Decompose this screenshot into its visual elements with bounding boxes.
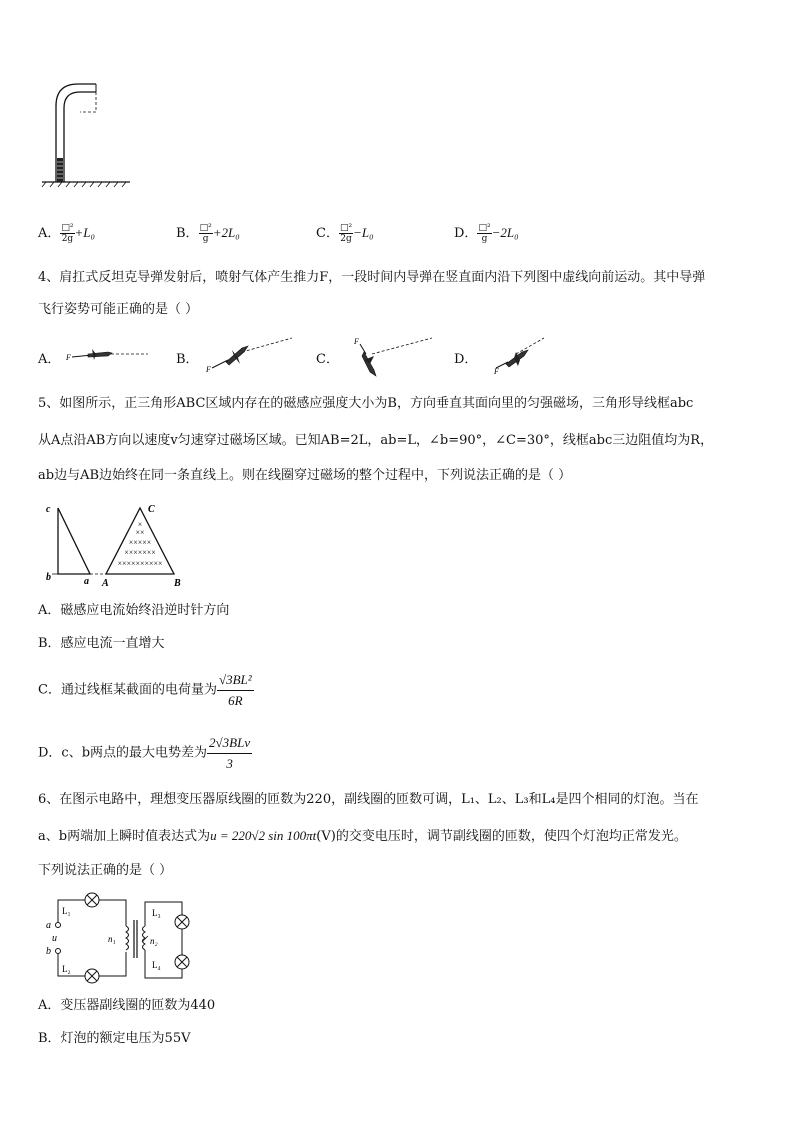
label-u: u xyxy=(52,933,57,944)
q4-option-d[interactable]: D． xyxy=(454,352,478,367)
force-label: F xyxy=(206,365,211,374)
label-C: C xyxy=(148,504,155,515)
fraction: $\frac{\text{□²}}{2g}$ xyxy=(61,223,74,244)
force-label: F xyxy=(354,337,359,346)
label-L2: L₂ xyxy=(62,964,71,974)
q3-option-b[interactable]: B． $\frac{\text{□²}}{g}$ +2L₀ xyxy=(176,223,240,244)
bent-tube-figure xyxy=(38,78,148,188)
q4-option-b[interactable]: B． xyxy=(176,352,199,367)
field-row: ×××××××××× xyxy=(117,559,163,568)
q6-option-b[interactable]: B．灯泡的额定电压为55V xyxy=(38,1031,191,1046)
label-A: A xyxy=(102,578,109,589)
missile-figure-c xyxy=(342,334,432,378)
q6-stem-line3: 下列说法正确的是（ ） xyxy=(38,863,173,878)
label-B: B xyxy=(174,578,181,589)
fraction: $\frac{\text{□²}}{g}$ xyxy=(478,223,491,244)
q4-stem-line2: 飞行姿势可能正确的是（ ） xyxy=(38,302,199,317)
field-row: × xyxy=(137,520,143,529)
q5-stem-line2: 从A点沿AB方向以速度v匀速穿过磁场区域。已知AB=2L，ab=L，∠b=90°，∠C=30°，线框abc三边阻值均为R， xyxy=(38,433,714,448)
fraction: $\frac{\text{□²}}{2g}$ xyxy=(339,223,353,244)
q3-option-d[interactable]: D． $\frac{\text{□²}}{g}$ −2L₀ xyxy=(454,223,519,244)
magnetic-field-figure xyxy=(40,500,200,590)
q4-stem-line1: 4、肩扛式反坦克导弹发射后，喷射气体产生推力F，一段时间内导弹在竖直面内沿下列图中虚线向前运动。其中导弹 xyxy=(38,270,706,285)
q5-option-d[interactable]: D．c、b两点的最大电势差为 $\frac{\text{2√3BLv}}{3}$ xyxy=(38,733,252,774)
label-a: a xyxy=(84,576,89,587)
q3-option-c[interactable]: C． $\frac{\text{□²}}{2g}$ −L₀ xyxy=(316,223,374,244)
field-row: ××××××× xyxy=(124,548,156,557)
q5-option-b[interactable]: B．感应电流一直增大 xyxy=(38,636,165,651)
label-L3: L₃ xyxy=(152,908,161,918)
force-label: F xyxy=(494,367,499,376)
fraction: $\frac{\text{√3BL²}}{6R}$ xyxy=(218,672,252,708)
field-row: ×× xyxy=(135,528,145,537)
q6-stem-line2: a、b两端加上瞬时值表达式为u = 220√2 sin 100πt(V)的交变电压时，调节副线圈的匝数，使四个灯泡均正常发光。 xyxy=(38,828,687,844)
field-row: ××××× xyxy=(128,538,152,547)
fraction: $\frac{\text{2√3BLv}}{3}$ xyxy=(209,735,251,771)
q5-stem-line3: ab边与AB边始终在同一条直线上。则在线圈穿过磁场的整个过程中，下列说法正确的是（ ） xyxy=(38,468,572,483)
missile-figure-b xyxy=(202,334,292,374)
label-b: b xyxy=(46,946,51,957)
label-n1: n₁ xyxy=(108,934,116,944)
label-c: c xyxy=(46,504,51,515)
q6-option-a[interactable]: A．变压器副线圈的匝数为440 xyxy=(38,998,216,1013)
q5-option-c[interactable]: C．通过线框某截面的电荷量为 $\frac{\text{√3BL²}}{6R}$ xyxy=(38,670,254,711)
q5-option-a[interactable]: A．磁感应电流始终沿逆时针方向 xyxy=(38,603,230,618)
label-a: a xyxy=(46,920,51,931)
q5-stem-line1: 5、如图所示，正三角形ABC区域内存在的磁感应强度大小为B，方向垂直其面向里的匀强磁场，三角形导线框abc xyxy=(38,396,694,411)
q4-option-a[interactable]: A． xyxy=(38,352,61,367)
force-label: F xyxy=(66,353,71,362)
fraction: $\frac{\text{□²}}{g}$ xyxy=(199,223,212,244)
q4-option-c[interactable]: C． xyxy=(316,352,339,367)
q3-option-a[interactable]: A． $\frac{\text{□²}}{2g}$ +L₀ xyxy=(38,223,96,244)
missile-figure-d xyxy=(482,334,552,376)
label-n2: n₂ xyxy=(150,936,158,946)
q6-stem-line1: 6、在图示电路中，理想变压器原线圈的匝数为220，副线圈的匝数可调，L₁、L₂、L₃和L₄是四个相同的灯泡。当在 xyxy=(38,792,699,807)
missile-figure-a xyxy=(64,340,148,370)
label-L4: L₄ xyxy=(152,960,161,970)
label-L1: L₁ xyxy=(62,906,71,916)
transformer-circuit-figure xyxy=(42,892,192,984)
label-b: b xyxy=(46,572,51,583)
